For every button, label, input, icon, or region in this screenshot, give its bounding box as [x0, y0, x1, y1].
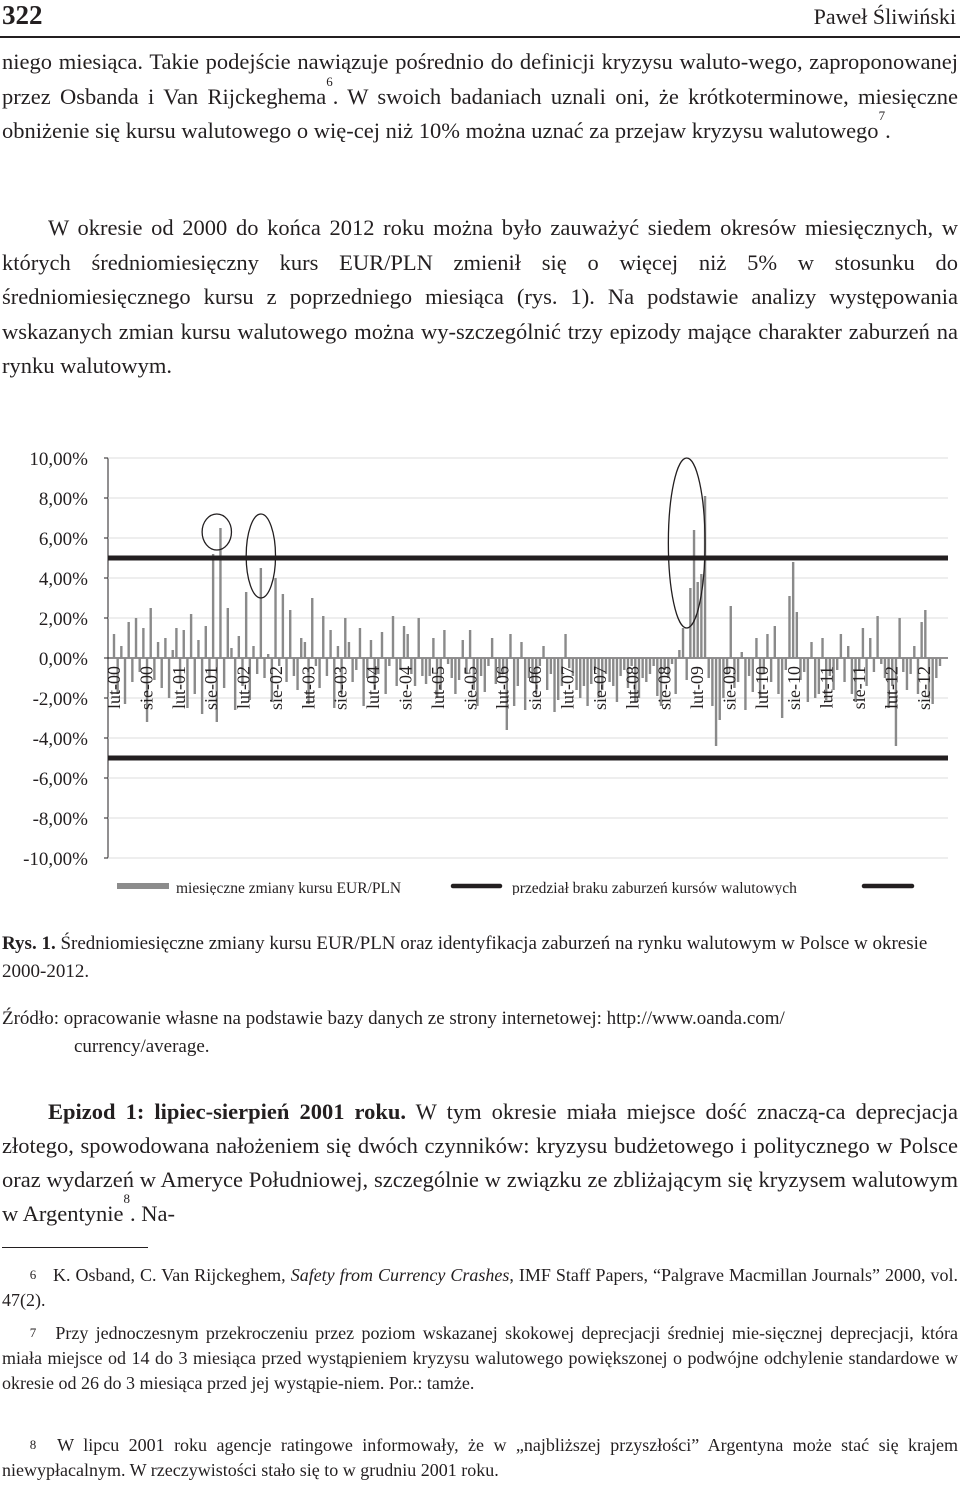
bar	[443, 630, 445, 658]
bar	[425, 658, 427, 684]
footnote-7-text: Przy jednoczesnym przekroczeniu przez poziom wskazanej skokowej deprecjacji średniej mie-sięcznej deprecjacji, która miała miejsce od 14 do 3 miesiąca przed wystąpieniem kryzysu walutowego powiększonej o podwójne odchylenie standardowe w okresie od 26 do 3 miesiąca przed jej wystąpie-niem. Por.: tamże.	[2, 1323, 958, 1393]
figure-caption	[2, 930, 958, 986]
bar	[113, 634, 115, 658]
x-tick-label: lut-02	[233, 666, 254, 709]
footnote-7-number: 7	[29, 1325, 37, 1340]
paragraph-intro-text-a: niego miesiąca. Takie podejście nawiązuje pośrednio do definicji kryzysu waluto-wego, zaproponowanej przez Osbanda i Van Rijckeghema	[2, 49, 958, 109]
bar	[315, 658, 317, 666]
bar	[142, 628, 144, 658]
bar	[293, 658, 295, 676]
bar	[355, 658, 357, 670]
bar	[406, 634, 408, 658]
bar	[708, 658, 710, 678]
y-tick-label: 10,00%	[29, 449, 88, 470]
bar	[238, 636, 240, 658]
bar	[403, 626, 405, 658]
y-tick-label: 2,00%	[38, 609, 88, 630]
bar	[924, 610, 926, 658]
x-tick-label: lut-10	[751, 666, 772, 709]
y-tick-label: 8,00%	[38, 489, 88, 510]
bar	[564, 634, 566, 658]
bar	[777, 658, 779, 694]
bar	[175, 628, 177, 658]
bar	[645, 658, 647, 682]
x-tick-label: sie-10	[784, 666, 805, 710]
bar	[652, 658, 654, 666]
x-tick-label: sie-07	[589, 666, 610, 710]
bar	[715, 658, 717, 746]
bar	[256, 658, 258, 674]
bar	[421, 658, 423, 676]
bar	[260, 568, 262, 658]
bar	[205, 626, 207, 658]
y-tick-label: -4,00%	[32, 729, 88, 750]
x-tick-label: sie-02	[265, 666, 286, 710]
bar	[674, 658, 676, 694]
footnote-6-text-b: , IMF Staff Papers, “Palgrave Macmillan Journals” 2000, vol. 47(2).	[2, 1265, 958, 1310]
bar	[586, 658, 588, 706]
x-tick-label: sie-12	[913, 666, 934, 710]
footnote-6-text-a: K. Osband, C. Van Rijckeghem,	[53, 1265, 291, 1285]
bar	[304, 642, 306, 658]
footnote-ref-6[interactable]: 6	[326, 73, 333, 89]
figure-source-line2: currency/average.	[74, 1036, 210, 1057]
bar	[348, 642, 350, 658]
x-tick-label: lut-07	[557, 666, 578, 709]
bar	[671, 658, 673, 664]
bar	[329, 630, 331, 658]
x-tick-label: sie-00	[136, 666, 157, 710]
x-tick-label: sie-08	[654, 666, 675, 710]
bar	[227, 608, 229, 658]
bar	[579, 658, 581, 698]
bar	[388, 658, 390, 666]
header-rule	[0, 36, 960, 38]
bar	[131, 658, 133, 682]
bar	[462, 640, 464, 658]
bar	[197, 640, 199, 658]
bar	[520, 642, 522, 658]
episode-text-tail: . Na-	[129, 1201, 175, 1226]
bar	[469, 630, 471, 658]
bar	[682, 628, 684, 658]
bar	[351, 658, 353, 682]
bar	[935, 658, 937, 678]
bar	[311, 598, 313, 658]
bar	[909, 658, 911, 674]
paragraph-intro	[2, 45, 958, 149]
footnote-7	[2, 1321, 958, 1396]
bar	[649, 658, 651, 674]
legend	[117, 880, 912, 895]
bar	[711, 658, 713, 706]
x-tick-label: sie-05	[460, 666, 481, 710]
bar	[862, 628, 864, 658]
x-tick-label: sie-09	[719, 666, 740, 710]
bar	[766, 634, 768, 658]
bar	[583, 658, 585, 686]
paragraph-intro-text-b: . W swoich badaniach uznali oni, że krótkoterminowe, miesięczne obniżenie się kursu walutowego o wię-cej niż 10% można uznać za przejaw kryzysu walutowego	[2, 83, 958, 143]
bar	[487, 658, 489, 666]
bar	[678, 650, 680, 658]
bar	[212, 554, 214, 658]
bar	[381, 632, 383, 658]
bar	[810, 642, 812, 658]
y-tick-label: 4,00%	[38, 569, 88, 590]
bar	[451, 658, 453, 678]
bar	[172, 650, 174, 658]
bar	[418, 618, 420, 658]
bar	[223, 658, 225, 688]
bar	[219, 528, 221, 658]
bar	[920, 622, 922, 658]
footnote-ref-7[interactable]: 7	[878, 108, 886, 123]
y-tick-label: 0,00%	[38, 649, 88, 670]
bar	[840, 634, 842, 658]
bar	[447, 658, 449, 664]
x-tick-label: lut-00	[104, 666, 124, 709]
x-tick-label: lut-12	[881, 666, 902, 709]
bar	[546, 658, 548, 690]
legend-bar-swatch	[117, 883, 169, 889]
bar	[880, 658, 882, 664]
bar	[730, 606, 732, 658]
bar	[906, 658, 908, 690]
bar	[282, 594, 284, 658]
bar	[550, 658, 552, 674]
paragraph-intro-text-c: .	[885, 118, 891, 143]
bar	[807, 658, 809, 702]
bar	[300, 638, 302, 658]
bar	[274, 578, 276, 658]
bar	[454, 658, 456, 694]
bar	[689, 588, 691, 658]
bar	[539, 658, 541, 666]
figure-source-line1: Źródło: opracowanie własne na podstawie bazy danych ze strony internetowej: http://www.oanda.com/	[2, 1008, 785, 1029]
bar	[821, 638, 823, 658]
figure-caption-prefix: Rys. 1.	[2, 933, 56, 954]
bar	[392, 616, 394, 658]
legend-bars-label: miesięczne zmiany kursu EUR/PLN	[176, 880, 402, 895]
bar	[843, 658, 845, 682]
bar	[755, 638, 757, 658]
bar	[183, 630, 185, 658]
bar	[124, 658, 126, 704]
bar	[788, 596, 790, 658]
y-tick-label: -2,00%	[32, 689, 88, 710]
bar	[741, 652, 743, 658]
figure-source	[2, 1005, 958, 1061]
bar	[194, 658, 196, 694]
bar	[120, 646, 122, 658]
bar	[384, 658, 386, 694]
bar	[157, 642, 159, 658]
bar	[322, 616, 324, 658]
legend-band-label: przedział braku zaburzeń kursów walutowych	[512, 880, 797, 895]
bar	[869, 638, 871, 658]
x-tick-label: lut-09	[687, 666, 708, 709]
x-tick-label: lut-03	[298, 666, 319, 709]
bar	[796, 612, 798, 658]
bar	[337, 646, 339, 658]
x-tick-label: sie-04	[395, 666, 416, 710]
footnote-6-title: Safety from Currency Crashes	[290, 1265, 510, 1285]
bar	[326, 658, 328, 676]
bar	[432, 638, 434, 658]
bar	[873, 658, 875, 672]
bar	[693, 530, 695, 658]
paragraph-episode-1	[2, 1095, 958, 1231]
bar	[359, 628, 361, 658]
bar	[612, 658, 614, 686]
bar	[513, 658, 515, 706]
episode-highlight-ellipse	[668, 458, 705, 628]
bar	[289, 610, 291, 658]
running-header-author: Paweł Śliwiński	[813, 4, 956, 29]
bar	[344, 618, 346, 658]
bar	[847, 646, 849, 658]
bar	[484, 658, 486, 692]
x-tick-label: lut-04	[363, 666, 384, 709]
footnote-6-number: 6	[29, 1267, 37, 1282]
footnote-rule	[2, 1247, 148, 1248]
footnote-8	[2, 1433, 958, 1483]
bar	[161, 658, 163, 688]
bar	[876, 616, 878, 658]
x-tick-label: sie-06	[525, 666, 546, 710]
x-tick-label: lut-06	[492, 666, 513, 709]
bar	[630, 658, 632, 666]
x-tick-label: lut-05	[427, 666, 448, 709]
bar	[164, 638, 166, 658]
x-tick-label: sie-03	[330, 666, 351, 710]
bar	[509, 634, 511, 658]
bar	[774, 626, 776, 658]
bar	[127, 622, 129, 658]
figure-caption-text: Średniomiesięczne zmiany kursu EUR/PLN oraz identyfikacja zaburzeń na rynku walutowym w Polsce w okresie 2000-2012.	[2, 933, 928, 982]
bar	[517, 658, 519, 686]
bar	[781, 658, 783, 718]
bar	[318, 658, 320, 688]
footnote-ref-8[interactable]: 8	[123, 1191, 130, 1206]
footnote-8-number: 8	[29, 1437, 37, 1452]
bar	[135, 618, 137, 658]
bar	[697, 582, 699, 658]
bar	[748, 658, 750, 676]
bar	[913, 646, 915, 658]
page-number: 322	[2, 0, 43, 30]
bar	[939, 658, 941, 666]
bar	[898, 618, 900, 658]
bar	[267, 654, 269, 658]
x-tick-label: lut-01	[168, 666, 189, 709]
bar	[792, 562, 794, 658]
episode-title: Epizod 1: lipiec-sierpień 2001 roku.	[48, 1099, 407, 1124]
x-tick-label: lut-08	[622, 666, 643, 709]
episode-highlight-ellipse	[202, 514, 231, 550]
footnote-8-text: W lipcu 2001 roku agencje ratingowe informowały, że w „najbliższej przyszłości” Argentyna może stać się krajem niewypłacalnym. W rzeczywistości stało się to w grudniu 2001 roku.	[2, 1435, 958, 1480]
episode-text: W tym okresie miała miejsce dość znaczą-ca deprecjacja złotego, spowodowana nałożeniem się dwóch czynników: kryzysu budżetowego i politycznego w Polsce oraz wydarzeń w Ameryce Południowej, szczególnie w związku ze zbliżającym się kryzysem walutowym w Argentynie	[2, 1099, 958, 1226]
bar	[150, 608, 152, 658]
figure-chart	[0, 440, 960, 895]
bar	[553, 658, 555, 712]
highlight-ellipses	[202, 458, 705, 628]
paragraph-periods: W okresie od 2000 do końca 2012 roku można było zauważyć siedem okresów miesięcznych, w których średniomiesięczny kurs EUR/PLN zmienił się o więcej niż 5% w stosunku do średniomiesięcznego kursu z poprzedniego miesiąca (rys. 1). Na podstawie analizy występowania wskazanych zmian kursu walutowego można wy-szczególnić trzy epizody mające charakter zaburzeń na rynku walutowym.	[2, 215, 958, 378]
bar	[616, 658, 618, 702]
bar	[744, 658, 746, 710]
footnote-6	[2, 1263, 958, 1313]
y-tick-label: -6,00%	[32, 769, 88, 790]
x-tick-label: sie-01	[201, 666, 222, 710]
y-tick-label: -8,00%	[32, 809, 88, 830]
bar	[245, 592, 247, 658]
x-tick-label: sie-11	[849, 666, 870, 710]
x-tick-label: lut-11	[816, 666, 837, 709]
bar	[902, 658, 904, 672]
y-tick-label: 6,00%	[38, 529, 88, 550]
bar	[491, 638, 493, 658]
y-axis-labels	[23, 449, 108, 870]
y-tick-label: -10,00%	[23, 849, 88, 870]
bar	[542, 646, 544, 658]
bar	[278, 658, 280, 666]
bar	[230, 648, 232, 658]
bar	[370, 640, 372, 658]
bar	[252, 646, 254, 658]
bar	[190, 614, 192, 658]
